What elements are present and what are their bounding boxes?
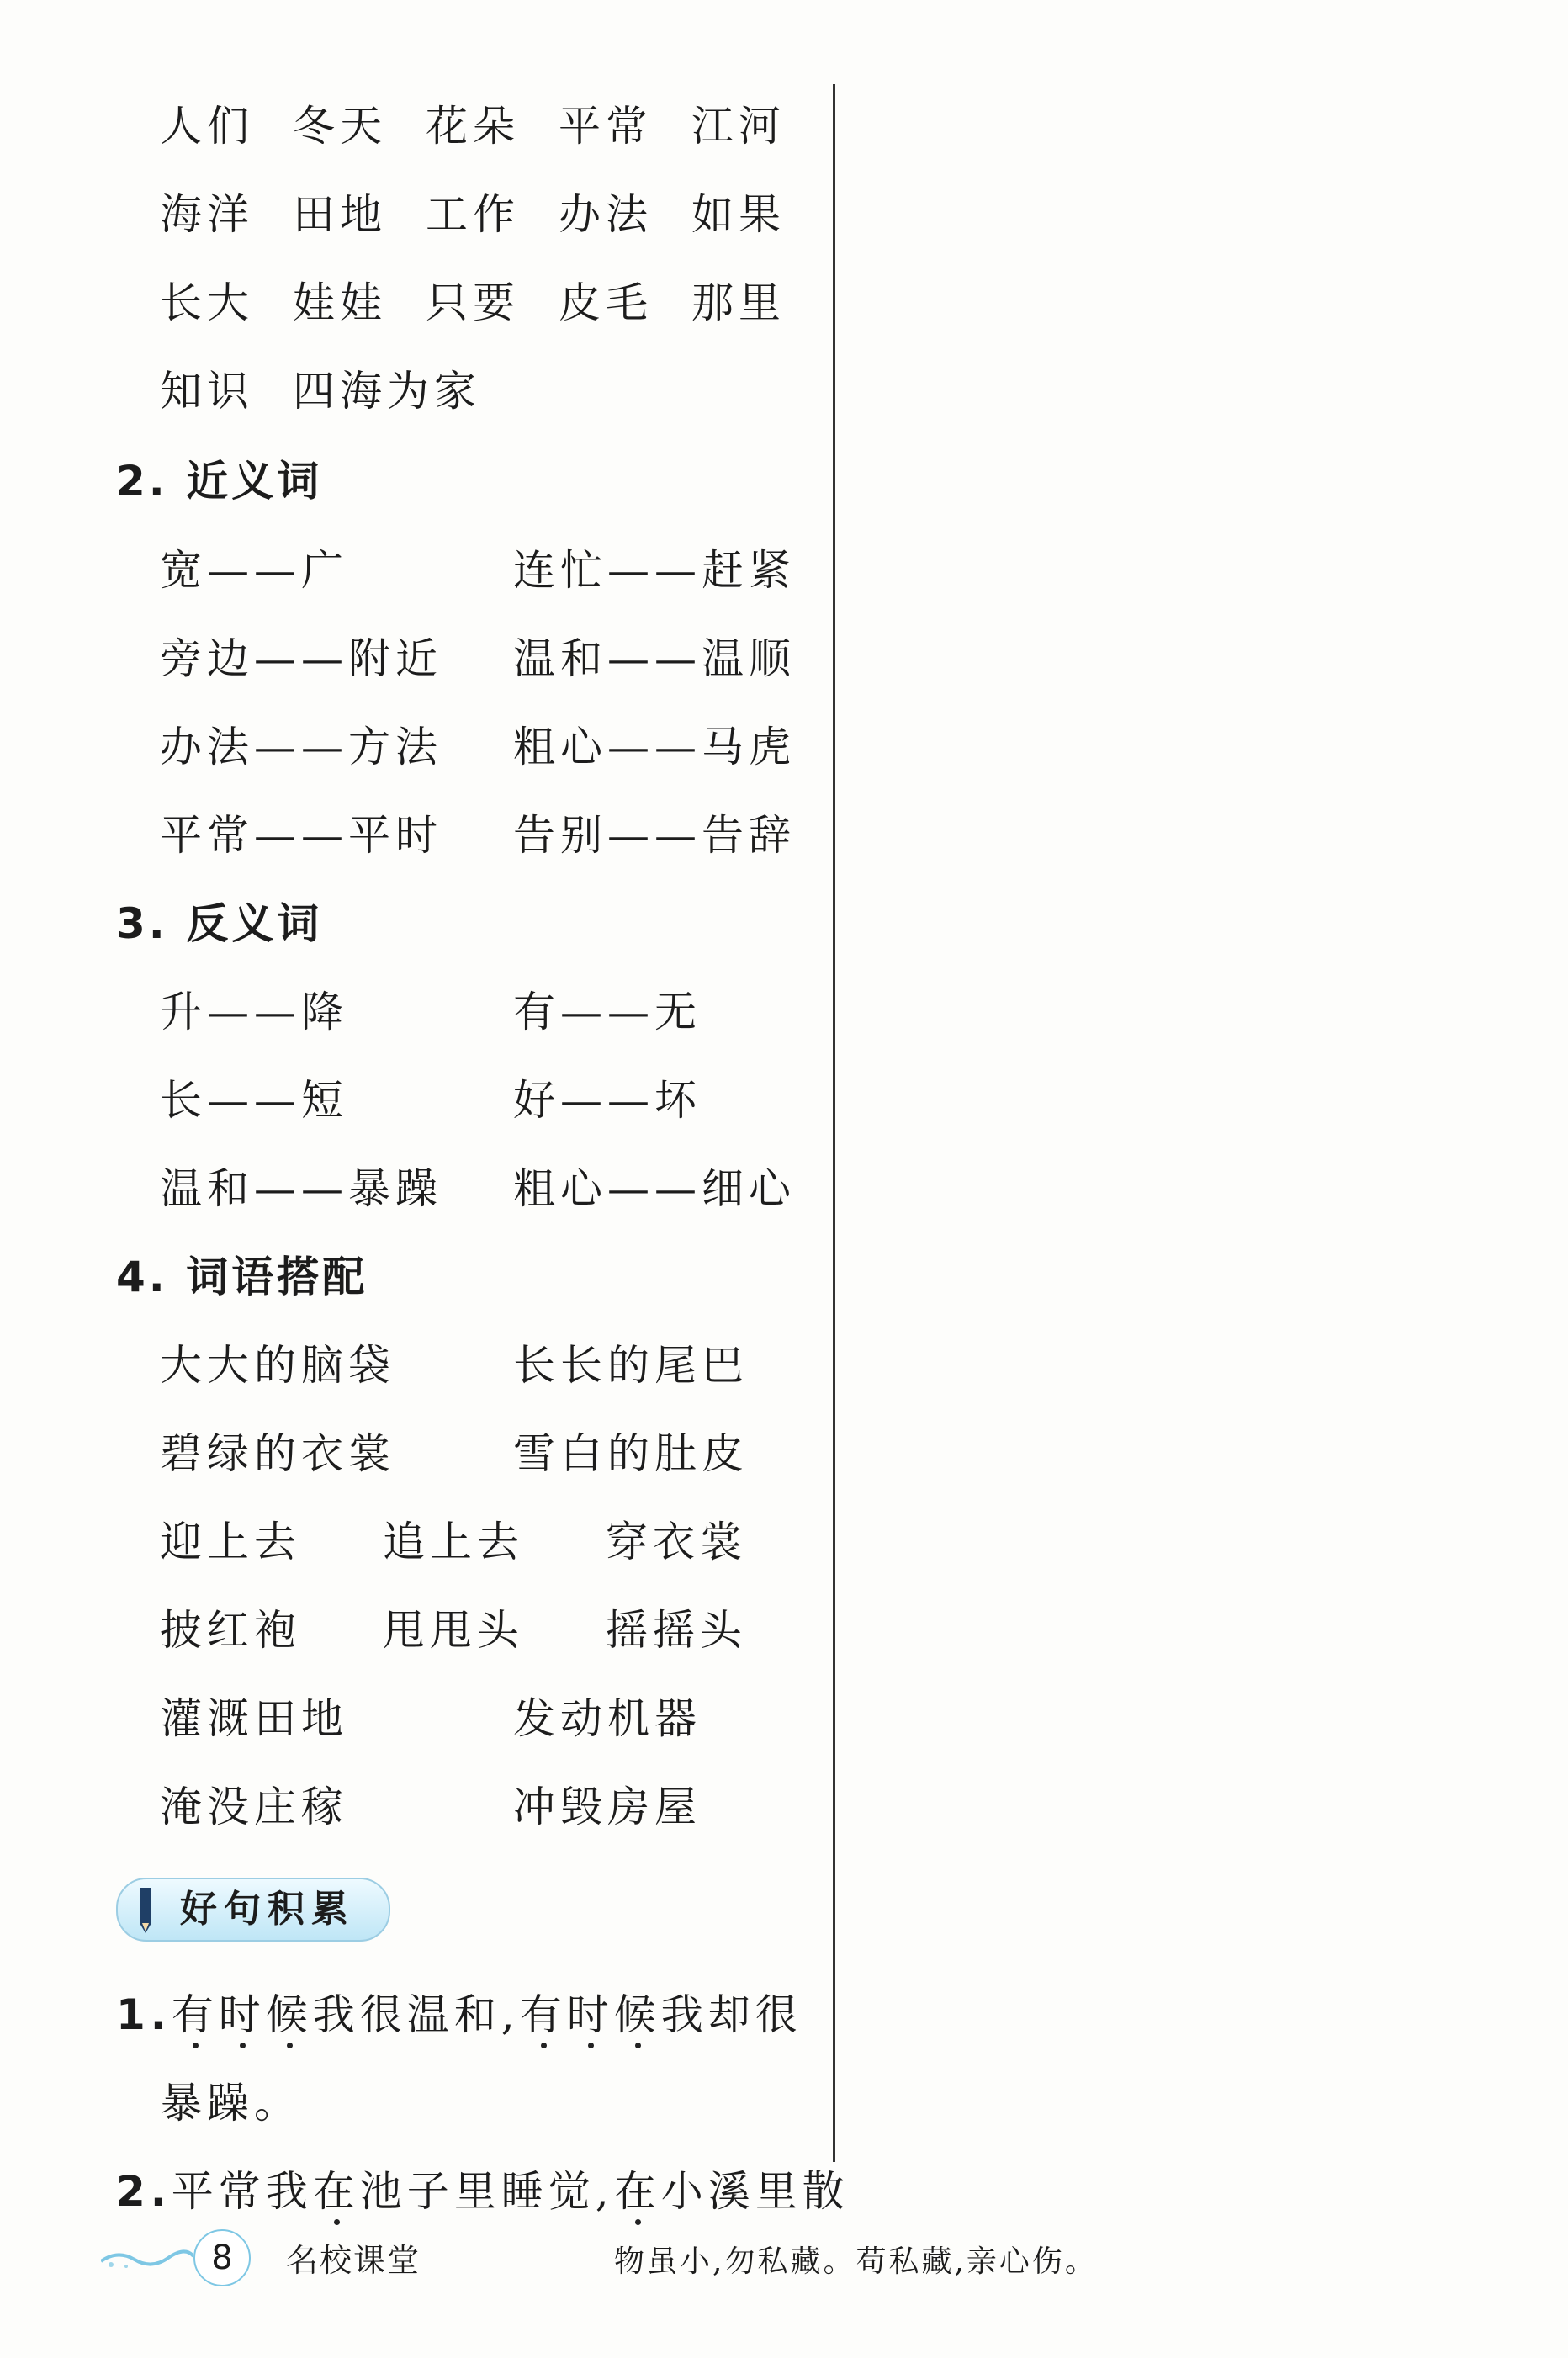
antonyms-heading <box>116 898 322 949</box>
sentence-text: 小溪里散 <box>660 2167 850 2216</box>
antonym-pair: 温和——暴躁 <box>160 1164 442 1213</box>
collocation: 发动机器 <box>513 1694 702 1743</box>
collocation: 摇摇头 <box>606 1606 747 1655</box>
word: 知识 <box>160 367 254 416</box>
collocation: 灌溉田地 <box>160 1694 348 1743</box>
sentence-1-line-1 <box>116 1990 803 2040</box>
section-title: 近义词 <box>186 457 323 506</box>
collocation: 淹没庄稼 <box>160 1783 348 1831</box>
emphasis-char: 有 <box>519 1990 567 2039</box>
word: 冬天 <box>293 102 387 151</box>
synonym-pair: 温和——温顺 <box>513 634 796 683</box>
collocation: 披红袍 <box>160 1606 301 1655</box>
collocation: 大大的脑袋 <box>160 1341 395 1390</box>
antonym-pair: 长——短 <box>160 1076 348 1125</box>
word: 长大 <box>160 278 254 327</box>
section-number: 4. <box>116 1253 168 1301</box>
antonym-pair: 有——无 <box>513 988 702 1036</box>
synonym-pair: 宽——广 <box>160 546 348 595</box>
word: 江河 <box>691 102 786 151</box>
emphasis-char: 时 <box>566 1990 614 2039</box>
sentence-text: 我却很 <box>660 1990 803 2039</box>
word: 四海为家 <box>293 367 481 416</box>
collocation: 迎上去 <box>160 1518 301 1566</box>
collocation: 穿衣裳 <box>606 1518 747 1566</box>
word: 平常 <box>559 102 653 151</box>
emphasis-char: 在 <box>613 2167 661 2216</box>
column-divider <box>833 84 835 2162</box>
word: 办法 <box>559 190 653 239</box>
synonym-pair: 告别——告辞 <box>513 811 796 860</box>
collocation: 雪白的肚皮 <box>513 1429 749 1478</box>
emphasis-char: 时 <box>218 1990 266 2039</box>
section-title: 反义词 <box>186 899 323 948</box>
emphasis-char: 在 <box>312 2167 360 2216</box>
brand-name: 名校课堂 <box>286 2242 421 2279</box>
synonyms-heading <box>116 456 322 506</box>
word: 田地 <box>293 190 387 239</box>
word: 只要 <box>426 278 520 327</box>
emphasis-char: 候 <box>613 1990 661 2039</box>
word: 那里 <box>691 278 786 327</box>
word: 如果 <box>691 190 786 239</box>
word: 皮毛 <box>559 278 653 327</box>
sentence-text: 平常我 <box>171 2167 313 2216</box>
collocation: 长长的尾巴 <box>513 1341 749 1390</box>
antonym-pair: 升——降 <box>160 988 348 1036</box>
word: 花朵 <box>426 102 520 151</box>
synonym-pair: 办法——方法 <box>160 723 442 771</box>
sentence-number: 1. <box>116 1990 172 2039</box>
sentence-1-line-2: 暴躁。 <box>160 2079 301 2127</box>
footer-motto: 物虽小,勿私藏。苟私藏,亲心伤。 <box>614 2244 1098 2279</box>
banner-label: 好句积累 <box>180 1888 355 1931</box>
emphasis-char: 候 <box>265 1990 313 2039</box>
word: 人们 <box>160 102 254 151</box>
synonym-pair: 平常——平时 <box>160 811 442 860</box>
collocation: 追上去 <box>383 1518 524 1566</box>
sentence-text: 我很温和, <box>312 1990 520 2039</box>
emphasis-char: 有 <box>171 1990 219 2039</box>
good-sentences-banner <box>116 1878 390 1942</box>
sentence-text: 池子里睡觉, <box>359 2167 614 2216</box>
page-number: 8 <box>193 2229 251 2286</box>
collocation: 冲毁房屋 <box>513 1783 702 1831</box>
word: 工作 <box>426 190 520 239</box>
collocation: 碧绿的衣裳 <box>160 1429 395 1478</box>
collocation: 甩甩头 <box>383 1606 524 1655</box>
section-number: 2. <box>116 457 168 506</box>
section-number: 3. <box>116 899 168 948</box>
sentence-2-line-1 <box>116 2166 850 2217</box>
synonym-pair: 连忙——赶紧 <box>513 546 796 595</box>
synonym-pair: 旁边——附近 <box>160 634 442 683</box>
synonym-pair: 粗心——马虎 <box>513 723 796 771</box>
section-title: 词语搭配 <box>186 1253 368 1301</box>
wave-decoration-icon <box>101 2248 193 2270</box>
antonym-pair: 粗心——细心 <box>513 1164 796 1213</box>
pencil-icon <box>133 1884 158 1935</box>
antonym-pair: 好——坏 <box>513 1076 702 1125</box>
sentence-number: 2. <box>116 2167 172 2216</box>
collocations-heading <box>116 1252 368 1302</box>
word: 娃娃 <box>293 278 387 327</box>
word: 海洋 <box>160 190 254 239</box>
